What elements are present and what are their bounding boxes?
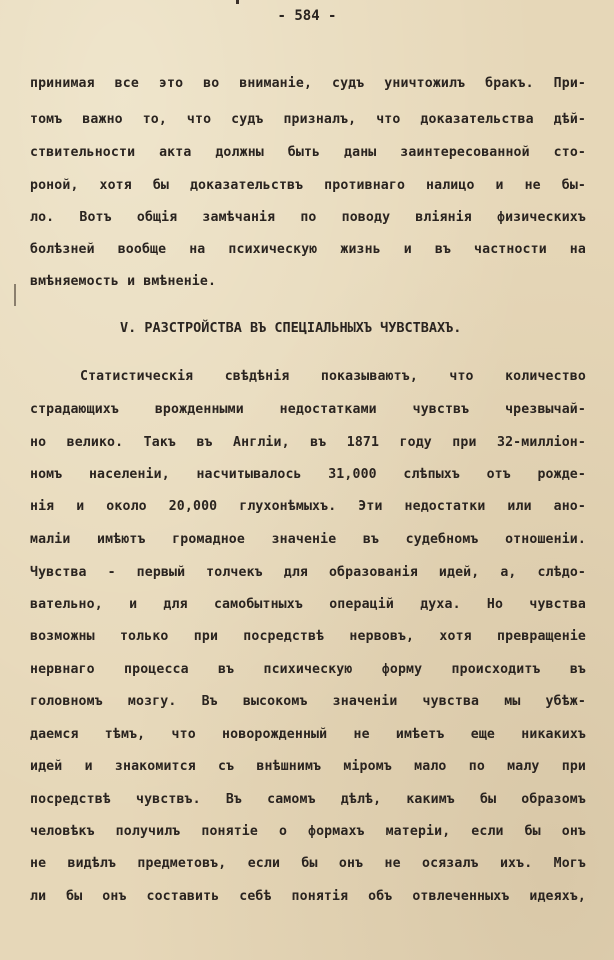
text-line: но велико. Такъ въ Англіи, въ 1871 году при 32-милліон- <box>30 435 586 450</box>
page-number: - 584 - <box>277 8 337 24</box>
text-line: принимая все это во вниманіе, судъ уничтожилъ бракъ. При- <box>30 76 586 91</box>
text-line: номъ населеніи, насчитывалось 31,000 слѣпыхъ отъ рожде- <box>30 467 586 482</box>
text-line: нія и около 20,000 глухонѣмыхъ. Эти недостатки или ано- <box>30 499 586 514</box>
text-line: даемся тѣмъ, что новорожденный не имѣетъ еще никакихъ <box>30 727 586 742</box>
ink-speck <box>236 0 239 4</box>
text-line: человѣкъ получилъ понятіе о формахъ матеріи, если бы онъ <box>30 824 586 839</box>
text-line: не видѣлъ предметовъ, если бы онъ не осязалъ ихъ. Могъ <box>30 856 586 871</box>
text-line: болѣзней вообще на психическую жизнь и въ частности на <box>30 242 586 257</box>
text-line: возможны только при посредствѣ нервовъ, хотя превращеніе <box>30 629 586 644</box>
text-line: вмѣняемость и вмѣненіе. <box>30 274 217 289</box>
text-line: ли бы онъ составить себѣ понятія объ отвлеченныхъ идеяхъ, <box>30 889 586 904</box>
text-line: Чувства - первый толчекъ для образованія идей, а, слѣдо- <box>30 565 586 580</box>
text-line: ло. Вотъ общія замѣчанія по поводу вліянія физическихъ <box>30 210 586 225</box>
text-line: маліи имѣютъ громадное значеніе въ судебномъ отношеніи. <box>30 532 586 547</box>
text-line: посредствѣ чувствъ. Въ самомъ дѣлѣ, какимъ бы образомъ <box>30 792 586 807</box>
text-line: ствительности акта должны быть даны заинтересованной сто- <box>30 145 586 160</box>
section-heading: V. РАЗСТРОЙСТВА ВЪ СПЕЦІАЛЬНЫХЪ ЧУВСТВАХЪ. <box>120 320 462 336</box>
text-line: роной, хотя бы доказательствъ противнаго налицо и не бы- <box>30 178 586 193</box>
text-line: вательно, и для самобытныхъ операцій духа. Но чувства <box>30 597 586 612</box>
text-line: головномъ мозгу. Въ высокомъ значеніи чувства мы убѣж- <box>30 694 586 709</box>
text-line: страдающихъ врожденными недостатками чувствъ чрезвычай- <box>30 402 586 417</box>
text-line: Статистическія свѣдѣнія показываютъ, что количество <box>80 369 586 384</box>
text-line: нервнаго процесса въ психическую форму происходитъ въ <box>30 662 586 677</box>
margin-mark <box>14 284 16 306</box>
text-line: идей и знакомится съ внѣшнимъ міромъ мало по малу при <box>30 759 586 774</box>
text-line: томъ важно то, что судъ призналъ, что доказательства дѣй- <box>30 112 586 127</box>
